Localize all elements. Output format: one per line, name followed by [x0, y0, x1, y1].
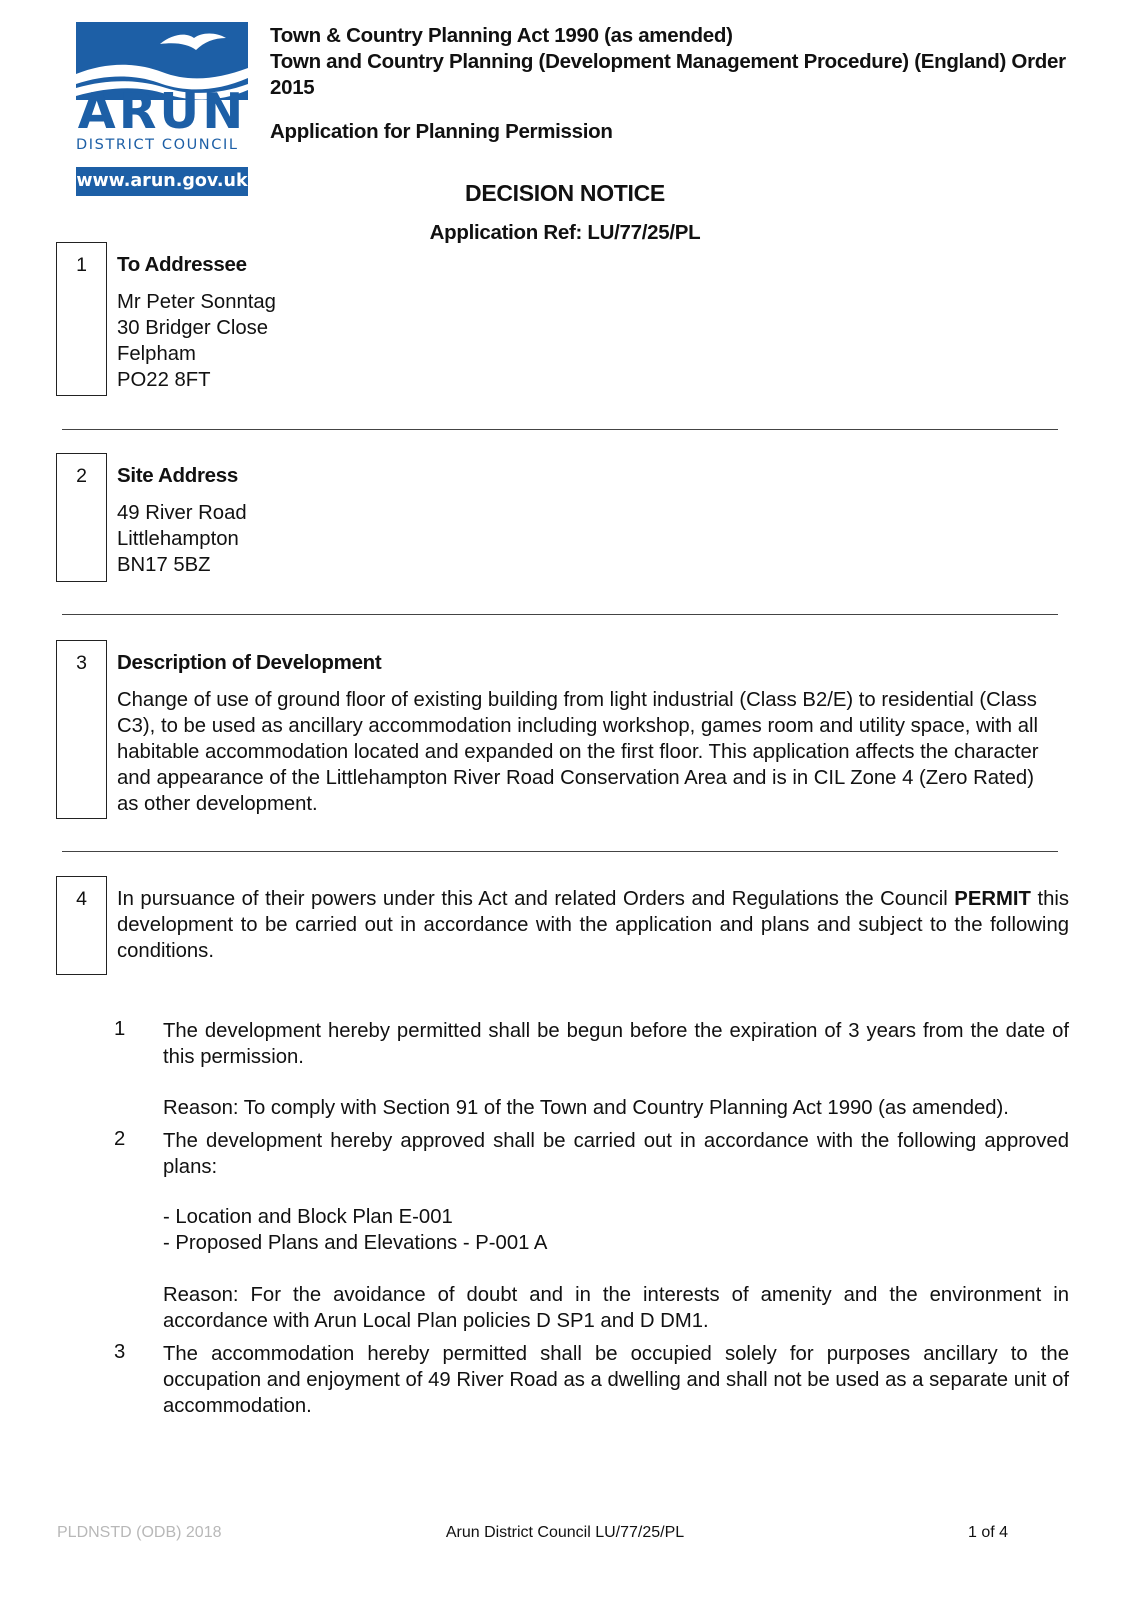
- addressee-block: [117, 289, 276, 393]
- condition-text: The accommodation hereby permitted shall be occupied solely for purposes ancillary to the occupation and enjoyment of 49 River Road as a dwelling and shall not be used as a separate unit of accommodation.: [163, 1343, 1069, 1417]
- section-number: 1: [56, 242, 107, 396]
- site-address-line: BN17 5BZ: [117, 554, 211, 576]
- page-number: 1 of 4: [968, 1524, 1009, 1541]
- site-address-line: 49 River Road: [117, 502, 247, 524]
- logo-wordmark: [74, 84, 250, 134]
- description-line: Change of use of ground floor of existing building from light industrial (Class B2/E) to residential (Class: [117, 689, 1037, 711]
- addressee-line: Mr Peter Sonntag: [117, 291, 276, 313]
- footer-reference: Arun District Council LU/77/25/PL: [445, 1524, 685, 1541]
- council-website-link[interactable]: www.arun.gov.uk: [76, 167, 248, 196]
- section-title-site-address: Site Address: [117, 464, 238, 487]
- site-address-line: Littlehampton: [117, 528, 239, 550]
- development-description: [117, 687, 1077, 817]
- addressee-line: PO22 8FT: [117, 369, 211, 391]
- site-address-block: [117, 500, 247, 578]
- section-title-description: Description of Development: [117, 651, 382, 674]
- condition-reason: Reason: For the avoidance of doubt and in the interests of amenity and the environment in accordance with Arun Local Plan policies D SP1 and D DM1.: [163, 1284, 1069, 1332]
- description-line: C3), to be used as ancillary accommodation including workshop, games room and utility space, with all: [117, 715, 1038, 737]
- approved-plans-list: [163, 1204, 1069, 1256]
- logo-subtitle: DISTRICT COUNCIL: [76, 137, 239, 153]
- decision-statement: [117, 886, 1069, 964]
- section-number: 4: [56, 876, 107, 975]
- divider: [62, 429, 1058, 430]
- application-ref: Application Ref: LU/77/25/PL: [429, 221, 701, 244]
- act-title: Town & Country Planning Act 1990 (as amended): [270, 24, 733, 47]
- decision-text-after: this development to be carried out in accordance with the application and plans and subject to the following conditions.: [117, 888, 1069, 962]
- decision-word: PERMIT: [954, 888, 1031, 910]
- description-line: and appearance of the Littlehampton River Road Conservation Area and is in CIL Zone 4 (Zero Rated): [117, 767, 1034, 789]
- decision-text-before: In pursuance of their powers under this Act and related Orders and Regulations the Council: [117, 888, 948, 910]
- logo-name: ARUN: [77, 84, 247, 134]
- condition-text: The development hereby permitted shall be begun before the expiration of 3 years from the date of this permission.: [163, 1020, 1069, 1068]
- condition-number: 1: [114, 1018, 126, 1040]
- section-title-addressee: To Addressee: [117, 253, 247, 276]
- condition-text: The development hereby approved shall be carried out in accordance with the following approved plans:: [163, 1130, 1069, 1178]
- description-line: as other development.: [117, 793, 318, 815]
- description-line: habitable accommodation located and expanded on the first floor. This application affects the character: [117, 741, 1039, 763]
- addressee-line: 30 Bridger Close: [117, 317, 269, 339]
- divider: [62, 614, 1058, 615]
- condition-number: 3: [114, 1341, 126, 1363]
- approved-plan-item: - Location and Block Plan E-001: [163, 1206, 453, 1228]
- order-year: 2015: [270, 76, 315, 99]
- condition-reason: Reason: To comply with Section 91 of the Town and Country Planning Act 1990 (as amended).: [163, 1097, 1009, 1119]
- footer-form-code: PLDNSTD (ODB) 2018: [57, 1524, 222, 1541]
- application-type: Application for Planning Permission: [270, 120, 613, 143]
- condition-number: 2: [114, 1128, 126, 1150]
- notice-title: DECISION NOTICE: [465, 180, 665, 206]
- approved-plan-item: - Proposed Plans and Elevations - P-001 A: [163, 1232, 548, 1254]
- divider: [62, 851, 1058, 852]
- order-title: Town and Country Planning (Development Management Procedure) (England) Order: [270, 50, 1066, 73]
- section-number: 3: [56, 640, 107, 819]
- addressee-line: Felpham: [117, 343, 196, 365]
- section-number: 2: [56, 453, 107, 582]
